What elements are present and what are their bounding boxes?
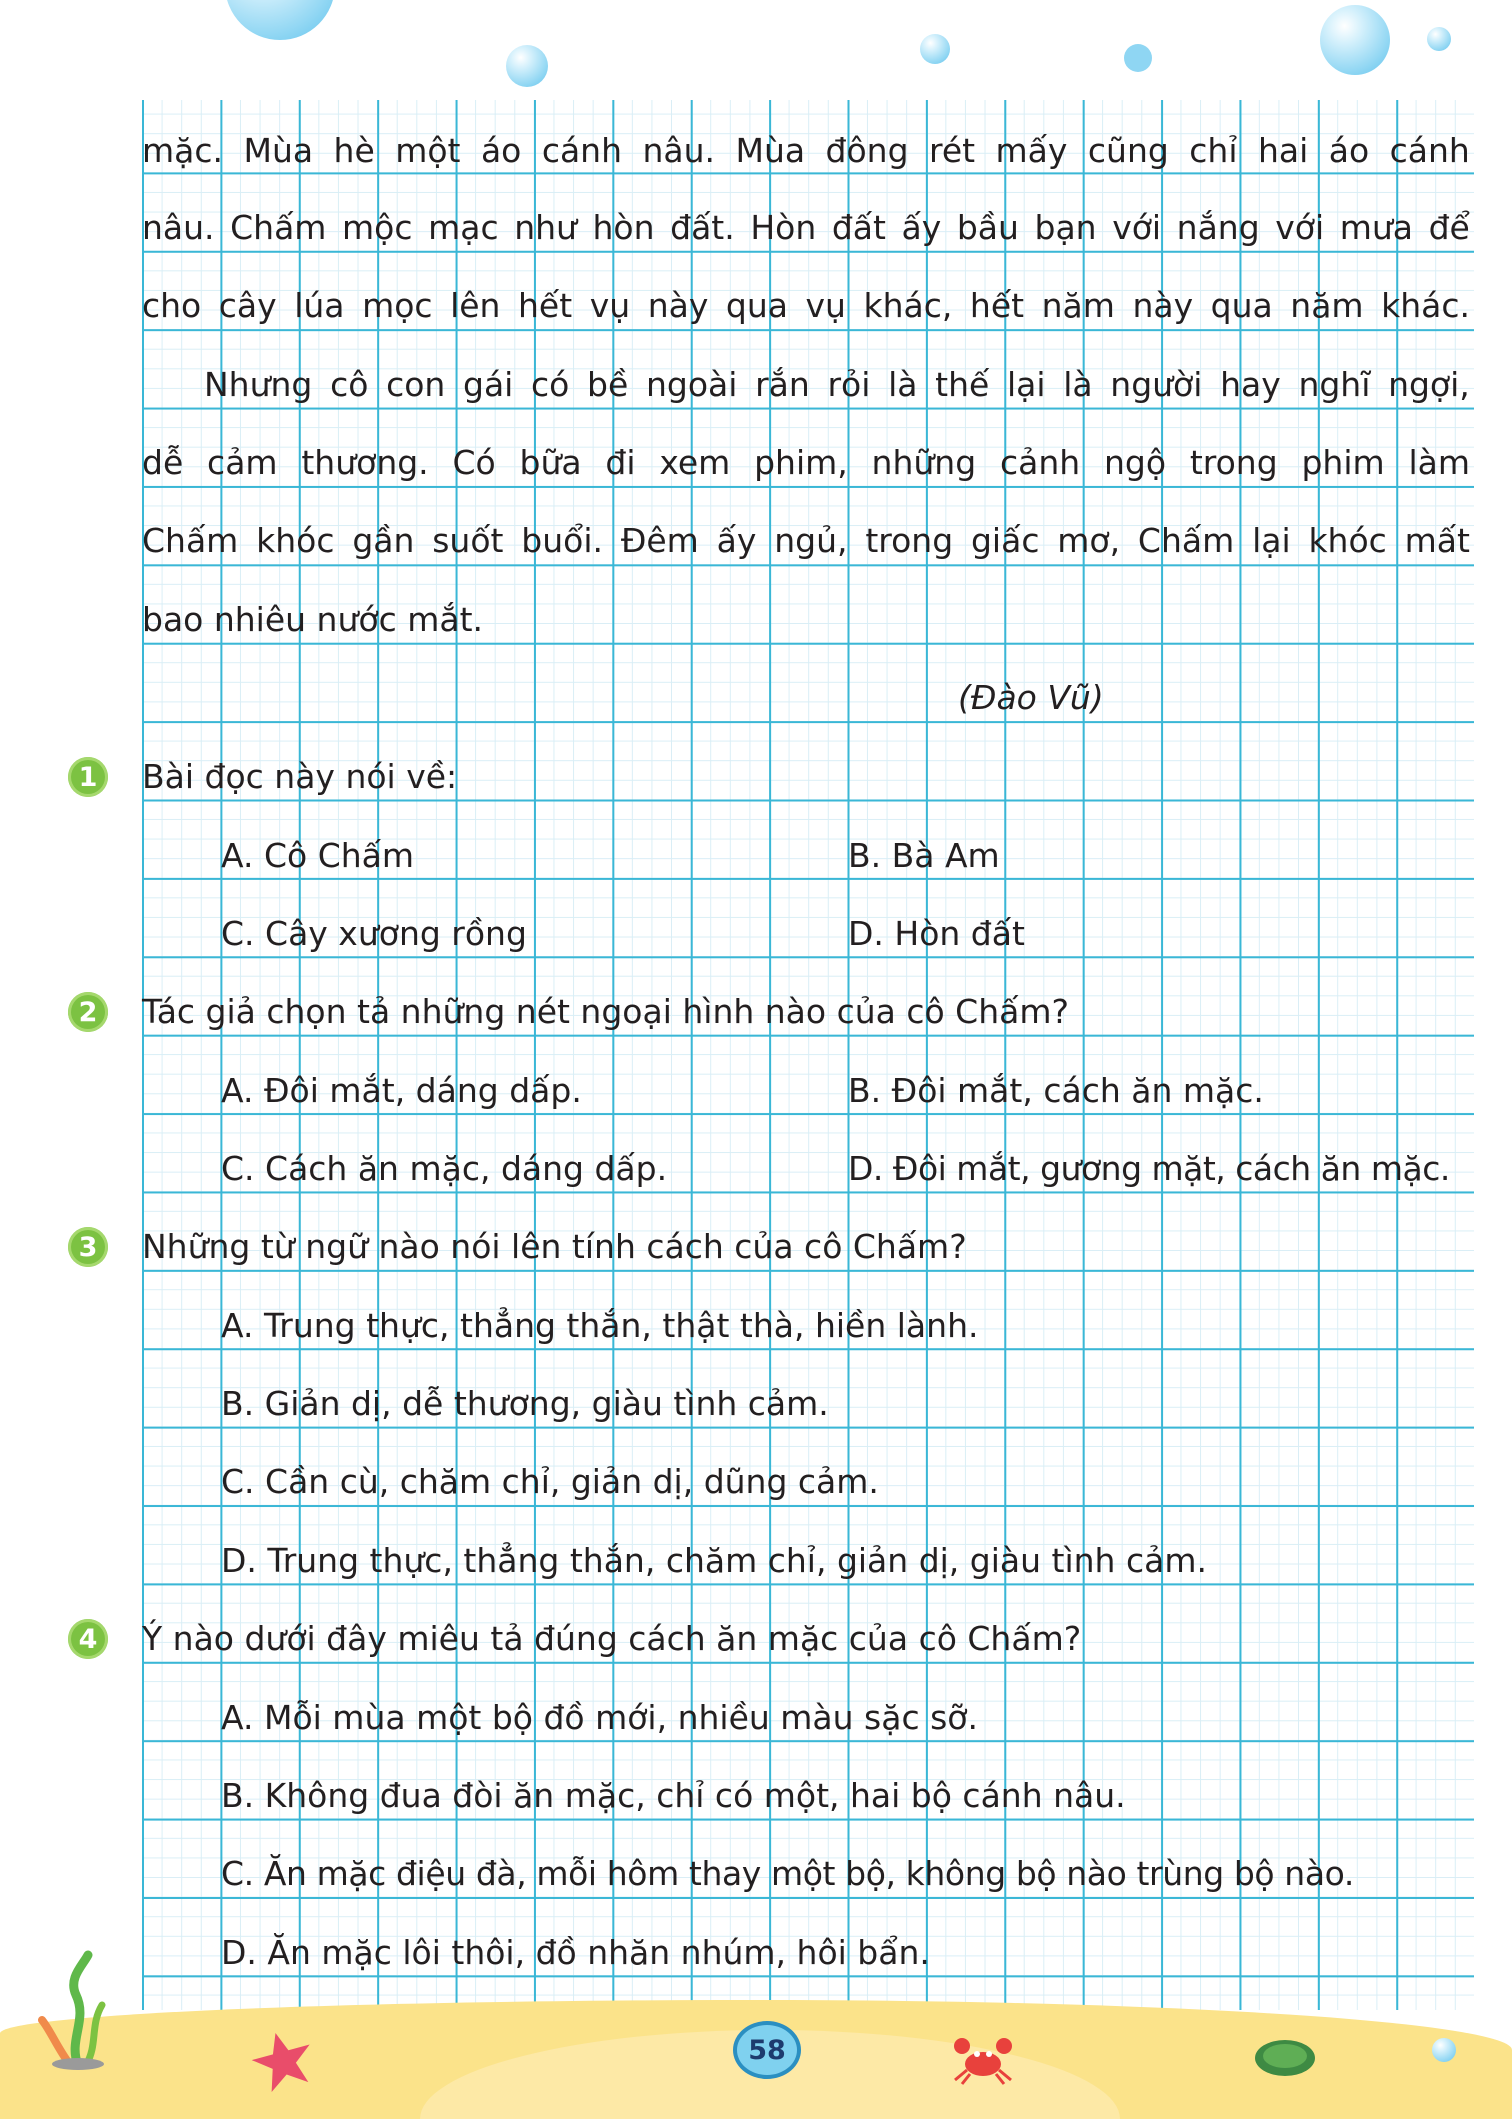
passage-word: nâu.	[142, 208, 215, 247]
passage-word: rỏi	[827, 365, 871, 404]
bubble-icon	[506, 45, 548, 87]
passage-word: lại	[1006, 365, 1046, 404]
passage-word: mọc	[362, 286, 433, 325]
passage-word: nắng	[1176, 208, 1260, 247]
passage-word: phim	[1301, 443, 1385, 482]
passage-word: cô	[330, 365, 369, 404]
passage-word: với	[1112, 208, 1162, 247]
passage-word: vụ	[589, 286, 631, 325]
passage-word: ấy	[901, 208, 942, 247]
passage-word: qua	[1210, 286, 1273, 325]
passage-word: bạn	[1034, 208, 1097, 247]
passage-word: Hòn	[750, 208, 817, 247]
answer-option[interactable]: A. Đôi mắt, dáng dấp.	[221, 1071, 582, 1110]
passage-word: khóc	[256, 521, 335, 560]
passage-word: người	[1110, 365, 1203, 404]
passage-word: bầu	[956, 208, 1019, 247]
passage-word: như	[514, 208, 577, 247]
passage-word: Chấm	[142, 521, 239, 560]
passage-word: hay	[1220, 365, 1281, 404]
passage-word: mặc.	[142, 131, 224, 170]
passage-line	[142, 443, 1470, 483]
passage-word: mưa	[1339, 208, 1413, 247]
passage-word: rét	[928, 131, 976, 170]
passage-word: gái	[463, 365, 514, 404]
passage-word: khác,	[863, 286, 953, 325]
passage-word: thương.	[301, 443, 429, 482]
answer-option[interactable]: A. Trung thực, thẳng thắn, thật thà, hiền lành.	[221, 1306, 979, 1345]
turtle-icon	[1250, 2034, 1320, 2078]
question-text: Tác giả chọn tả những nét ngoại hình nào của cô Chấm?	[142, 992, 1070, 1031]
answer-option[interactable]: D. Đôi mắt, gương mặt, cách ăn mặc.	[848, 1149, 1450, 1188]
passage-word: buổi.	[521, 521, 603, 560]
bubble-icon	[225, 0, 335, 40]
passage-word: có	[531, 365, 570, 404]
passage-word: Chấm	[1137, 521, 1235, 560]
answer-option[interactable]: C. Cách ăn mặc, dáng dấp.	[221, 1149, 668, 1188]
passage-word: làm	[1408, 443, 1470, 482]
answer-option[interactable]: D. Hòn đất	[848, 914, 1025, 953]
passage-word: ngộ	[1103, 443, 1167, 482]
passage-word: với	[1275, 208, 1325, 247]
question-number-badge: 1	[68, 757, 108, 797]
passage-line: bao nhiêu nước mắt.	[142, 600, 484, 639]
passage-line	[142, 131, 1470, 171]
passage-word: rắn	[755, 365, 810, 404]
passage-word: trong	[865, 521, 954, 560]
passage-word: Mùa	[735, 131, 806, 170]
answer-option[interactable]: B. Không đua đòi ăn mặc, chỉ có một, hai bộ cánh nâu.	[221, 1776, 1126, 1815]
passage-word: đi	[605, 443, 636, 482]
passage-word: gần	[352, 521, 415, 560]
passage-word: cảm	[207, 443, 278, 482]
passage-word: năm	[1290, 286, 1364, 325]
answer-option[interactable]: B. Bà Am	[848, 836, 1000, 875]
question-text: Ý nào dưới đây miêu tả đúng cách ăn mặc của cô Chấm?	[142, 1619, 1082, 1658]
answer-option[interactable]: D. Trung thực, thẳng thắn, chăm chỉ, giản dị, giàu tình cảm.	[221, 1541, 1207, 1580]
question-text: Bài đọc này nói về:	[142, 757, 458, 796]
answer-option[interactable]: A. Mỗi mùa một bộ đồ mới, nhiều màu sặc sỡ.	[221, 1698, 978, 1737]
passage-word: cũng	[1087, 131, 1169, 170]
passage-word: là	[1063, 365, 1093, 404]
passage-line	[204, 365, 1470, 405]
passage-word: cảnh	[999, 443, 1081, 482]
passage-word: lúa	[294, 286, 345, 325]
passage-word: giấc	[970, 521, 1040, 560]
passage-word: một	[395, 131, 461, 170]
answer-option[interactable]: A. Cô Chấm	[221, 836, 415, 875]
bubble-icon	[1320, 5, 1390, 75]
passage-word: cây	[218, 286, 277, 325]
passage-word: Có	[452, 443, 496, 482]
passage-word: đông	[825, 131, 909, 170]
passage-word: hết	[518, 286, 573, 325]
passage-word: ấy	[716, 521, 757, 560]
passage-word: ngoài	[645, 365, 738, 404]
answer-option[interactable]: B. Giản dị, dễ thương, giàu tình cảm.	[221, 1384, 829, 1423]
passage-word: phim,	[754, 443, 848, 482]
passage-word: bề	[587, 365, 629, 404]
passage-word: mộc	[342, 208, 413, 247]
passage-word: hai	[1257, 131, 1309, 170]
passage-word: áo	[480, 131, 522, 170]
passage-word: khóc	[1308, 521, 1387, 560]
passage-word: Nhưng	[204, 365, 313, 404]
bubble-icon	[1124, 44, 1152, 72]
crab-icon	[950, 2030, 1016, 2086]
passage-word: này	[1132, 286, 1194, 325]
passage-word: vụ	[805, 286, 846, 325]
answer-option[interactable]: B. Đôi mắt, cách ăn mặc.	[848, 1071, 1264, 1110]
passage-word: là	[888, 365, 918, 404]
passage-word: để	[1428, 208, 1470, 247]
question-text: Những từ ngữ nào nói lên tính cách của cô Chấm?	[142, 1227, 967, 1266]
passage-word: chỉ	[1189, 131, 1238, 170]
passage-word: Mùa	[243, 131, 314, 170]
passage-word: nghĩ	[1298, 365, 1371, 404]
passage-word: nâu.	[642, 131, 716, 170]
answer-option[interactable]: D. Ăn mặc lôi thôi, đồ nhăn nhúm, hôi bẩn.	[221, 1933, 930, 1972]
bubble-icon	[920, 34, 950, 64]
question-number-badge: 4	[68, 1619, 108, 1659]
seaweed-icon	[28, 1950, 128, 2070]
question-number-badge: 3	[68, 1227, 108, 1267]
passage-line	[142, 286, 1470, 326]
passage-word: lên	[450, 286, 501, 325]
passage-word: mất	[1404, 521, 1470, 560]
passage-word: mơ,	[1057, 521, 1121, 560]
passage-line	[142, 208, 1470, 248]
passage-word: con	[386, 365, 446, 404]
passage-word: hè	[333, 131, 375, 170]
passage-word: cánh	[1389, 131, 1470, 170]
passage-word: ngợi,	[1388, 365, 1470, 404]
passage-word: áo	[1328, 131, 1370, 170]
passage-word: đất	[831, 208, 886, 247]
passage-word: mạc	[428, 208, 499, 247]
passage-word: suốt	[432, 521, 504, 560]
passage-word: thế	[935, 365, 990, 404]
passage-word: Đêm	[620, 521, 699, 560]
passage-word: Chấm	[230, 208, 327, 247]
passage-word: xem	[659, 443, 731, 482]
passage-author: (Đào Vũ)	[958, 678, 1104, 717]
page-number: 58	[733, 2021, 801, 2079]
passage-word: hòn	[592, 208, 655, 247]
passage-word: mấy	[995, 131, 1068, 170]
passage-word: cho	[142, 286, 202, 325]
answer-option[interactable]: C. Ăn mặc điệu đà, mỗi hôm thay một bộ, không bộ nào trùng bộ nào.	[221, 1854, 1354, 1893]
starfish-icon	[250, 2030, 316, 2092]
bubble-icon	[1427, 27, 1451, 51]
passage-word: này	[647, 286, 709, 325]
passage-word: ngủ,	[774, 521, 848, 560]
passage-word: hết	[969, 286, 1025, 325]
passage-word: bữa	[519, 443, 582, 482]
passage-word: những	[871, 443, 977, 482]
question-number-badge: 2	[68, 992, 108, 1032]
passage-word: đất.	[670, 208, 735, 247]
passage-word: năm	[1041, 286, 1115, 325]
bubble-icon	[1432, 2038, 1456, 2062]
passage-line	[142, 521, 1470, 561]
answer-option[interactable]: C. Cây xương rồng	[221, 914, 527, 953]
passage-word: cánh	[541, 131, 623, 170]
passage-word: trong	[1189, 443, 1278, 482]
passage-word: lại	[1252, 521, 1291, 560]
answer-option[interactable]: C. Cần cù, chăm chỉ, giản dị, dũng cảm.	[221, 1462, 879, 1501]
passage-word: qua	[725, 286, 788, 325]
passage-word: khác.	[1381, 286, 1470, 325]
passage-word: dễ	[142, 443, 184, 482]
